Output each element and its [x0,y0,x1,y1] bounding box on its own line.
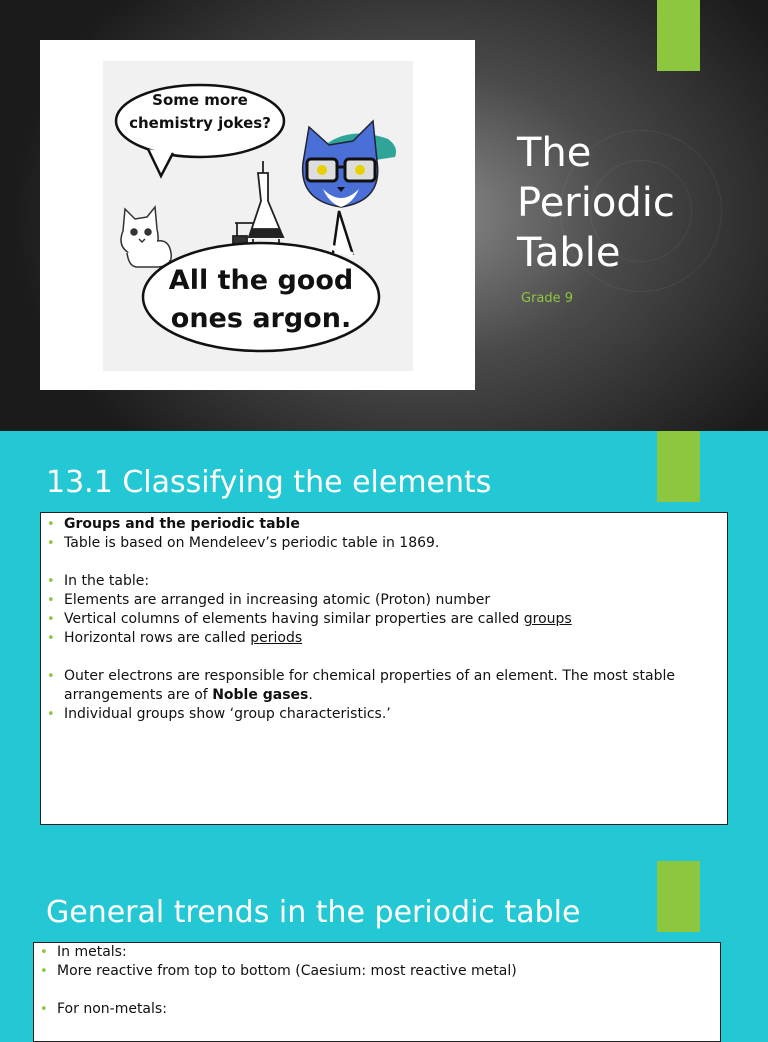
title-line: Table [517,230,621,276]
list-item: • In the table: [41,572,727,591]
slide-title [517,128,675,278]
title-line: The [517,130,592,176]
accent-bar [657,0,700,71]
bubble-bottom-line2: ones argon. [170,303,352,334]
periods-link: periods [250,630,303,646]
blue-cat-icon [303,121,396,207]
classifying-slide [0,431,768,861]
content-box [33,942,721,1042]
accent-bar [657,431,700,502]
list-item: • For non-metals: [34,1000,720,1019]
chemistry-joke-comic [103,61,413,371]
list-item: • In metals: [34,943,720,962]
spacer [41,648,727,667]
title-slide [0,0,768,431]
slide-heading: General trends in the periodic table [46,895,581,930]
list-item: • Elements are arranged in increasing atomic (Proton) number [41,591,727,610]
list-item: • Individual groups show ‘group characteristics.’ [41,705,727,724]
groups-link: groups [523,611,572,627]
bubble-bottom-line1: All the good [168,265,354,296]
content-box [40,512,728,825]
comic-illustration [103,61,413,371]
trends-slide [0,861,768,1024]
list-item: • Groups and the periodic table [41,515,727,534]
list-item: • Table is based on Mendeleev’s periodic table in 1869. [41,534,727,553]
list-item: • Outer electrons are responsible for chemical properties of an element. The most stable arrangements are of Noble gases. [41,667,727,705]
accent-bar [657,861,700,932]
spacer [34,981,720,1000]
list-item: • Horizontal rows are called periods [41,629,727,648]
lab-glassware-icon [233,161,283,248]
slide-subtitle: Grade 9 [521,291,574,306]
spacer [41,553,727,572]
slide-heading: 13.1 Classifying the elements [46,465,492,500]
list-item: • Vertical columns of elements having similar properties are called groups [41,610,727,629]
bubble-top-line1: Some more [152,91,248,109]
bubble-top-line2: chemistry jokes? [129,114,271,132]
list-item: • More reactive from top to bottom (Caesium: most reactive metal) [34,962,720,981]
title-line: Periodic [517,180,675,226]
